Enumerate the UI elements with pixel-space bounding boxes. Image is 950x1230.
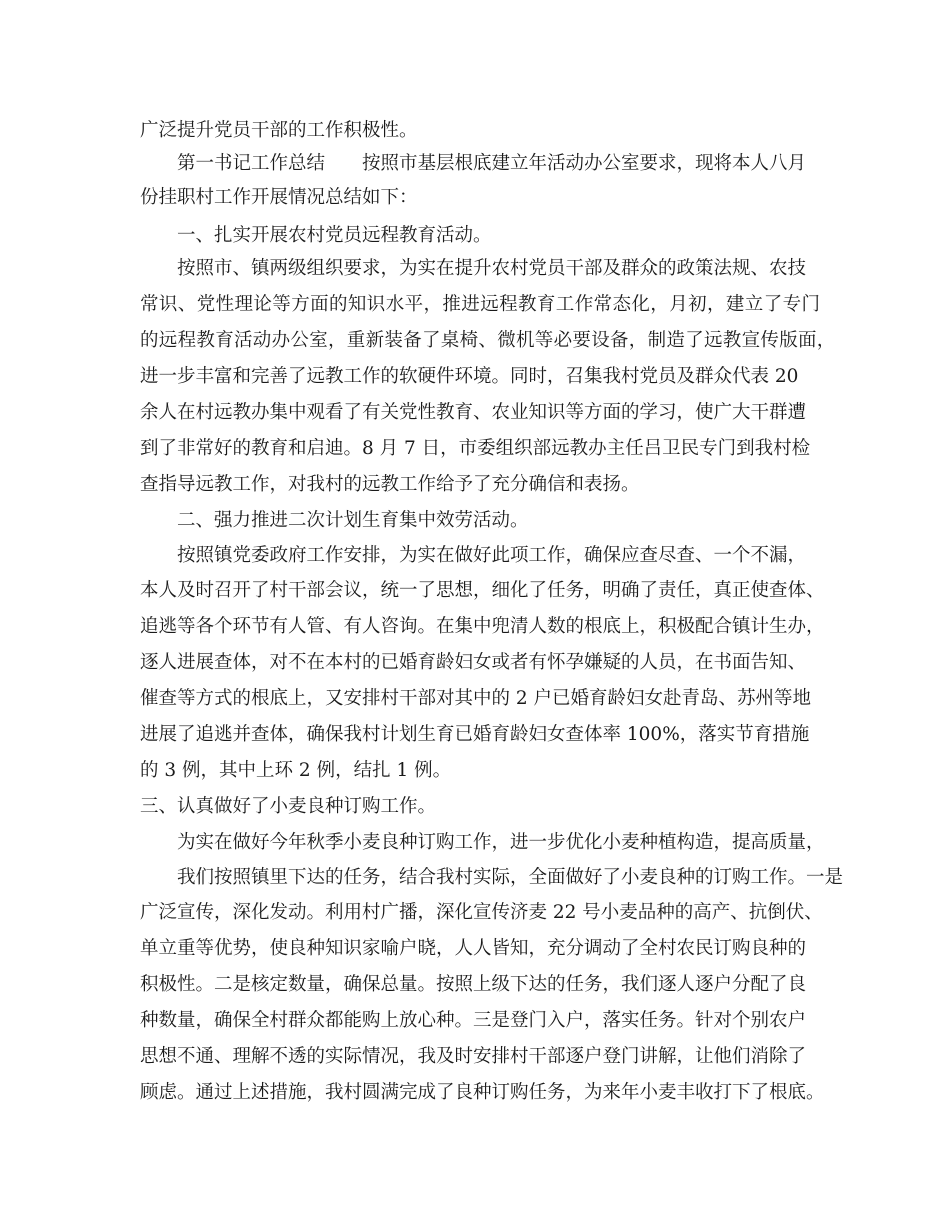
- paragraph-line: 广泛宣传，深化发动。利用村广播，深化宣传济麦 22 号小麦品种的高产、抗倒伏、: [140, 902, 823, 923]
- paragraph-line: 到了非常好的教育和启迪。8 月 7 日，市委组织部远教办主任吕卫民专门到我村检: [140, 438, 811, 459]
- paragraph-line: 的远程教育活动办公室，重新装备了桌椅、微机等必要设备，制造了远教宣传版面，: [140, 330, 836, 351]
- paragraph-line: 单立重等优势，使良种知识家喻户晓，人人皆知，充分调动了全村农民订购良种的: [140, 938, 807, 959]
- paragraph-line: 本人及时召开了村干部会议，统一了思想，细化了任务，明确了责任，真正使查体、: [140, 580, 825, 601]
- section-heading: 三、认真做好了小麦良种订购工作。: [140, 796, 437, 817]
- paragraph-line: 我们按照镇里下达的任务，结合我村实际，全面做好了小麦良种的订购工作。一是: [177, 867, 844, 888]
- paragraph-line: 为实在做好今年秋季小麦良种订购工作，进一步优化小麦种植构造，提高质量，: [177, 832, 825, 853]
- paragraph-line: 常识、党性理论等方面的知识水平，推进远程教育工作常态化，月初，建立了专门: [140, 294, 821, 315]
- paragraph-line: 按照市、镇两级组织要求，为实在提升农村党员干部及群众的政策法规、农技: [177, 258, 807, 279]
- paragraph-line: 积极性。二是核定数量，确保总量。按照上级下达的任务，我们逐人逐户分配了良: [140, 974, 807, 995]
- paragraph-line: 余人在村远教办集中观看了有关党性教育、农业知识等方面的学习，使广大干群遭: [140, 402, 807, 423]
- paragraph-line: 追逃等各个环节有人管、有人咨询。在集中兜清人数的根底上，积极配合镇计生办，: [140, 616, 825, 637]
- paragraph-line: 广泛提升党员干部的工作积极性。: [140, 120, 418, 141]
- paragraph-line: 思想不通、理解不透的实际情况，我及时安排村干部逐户登门讲解，让他们消除了: [140, 1046, 807, 1067]
- paragraph-line: 催查等方式的根底上，又安排村干部对其中的 2 户已婚育龄妇女赴青岛、苏州等地: [140, 688, 812, 709]
- paragraph-line: 种数量，确保全村群众都能购上放心种。三是登门入户，落实任务。针对个别农户: [140, 1010, 807, 1031]
- paragraph-line: 第一书记工作总结 按照市基层根底建立年活动办公室要求，现将本人八月: [177, 153, 807, 174]
- section-heading: 一、扎实开展农村党员远程教育活动。: [177, 225, 492, 246]
- paragraph-line: 的 3 例，其中上环 2 例，结扎 1 例。: [140, 760, 452, 781]
- paragraph-line: 份挂职村工作开展情况总结如下：: [140, 187, 418, 208]
- section-heading: 二、强力推进二次计划生育集中效劳活动。: [177, 510, 529, 531]
- paragraph-line: 查指导远教工作，对我村的远教工作给予了充分确信和表扬。: [140, 474, 640, 495]
- paragraph-line: 按照镇党委政府工作安排，为实在做好此项工作，确保应查尽查、一个不漏，: [177, 545, 807, 566]
- paragraph-line: 逐人进展查体，对不在本村的已婚育龄妇女或者有怀孕嫌疑的人员，在书面告知、: [140, 652, 807, 673]
- paragraph-line: 进一步丰富和完善了远教工作的软硬件环境。同时，召集我村党员及群众代表 20: [140, 366, 799, 387]
- paragraph-line: 进展了追逃并查体，确保我村计划生育已婚育龄妇女查体率 100%，落实节育措施: [140, 724, 810, 745]
- paragraph-line: 顾虑。通过上述措施，我村圆满完成了良种订购任务，为来年小麦丰收打下了根底。: [140, 1082, 825, 1103]
